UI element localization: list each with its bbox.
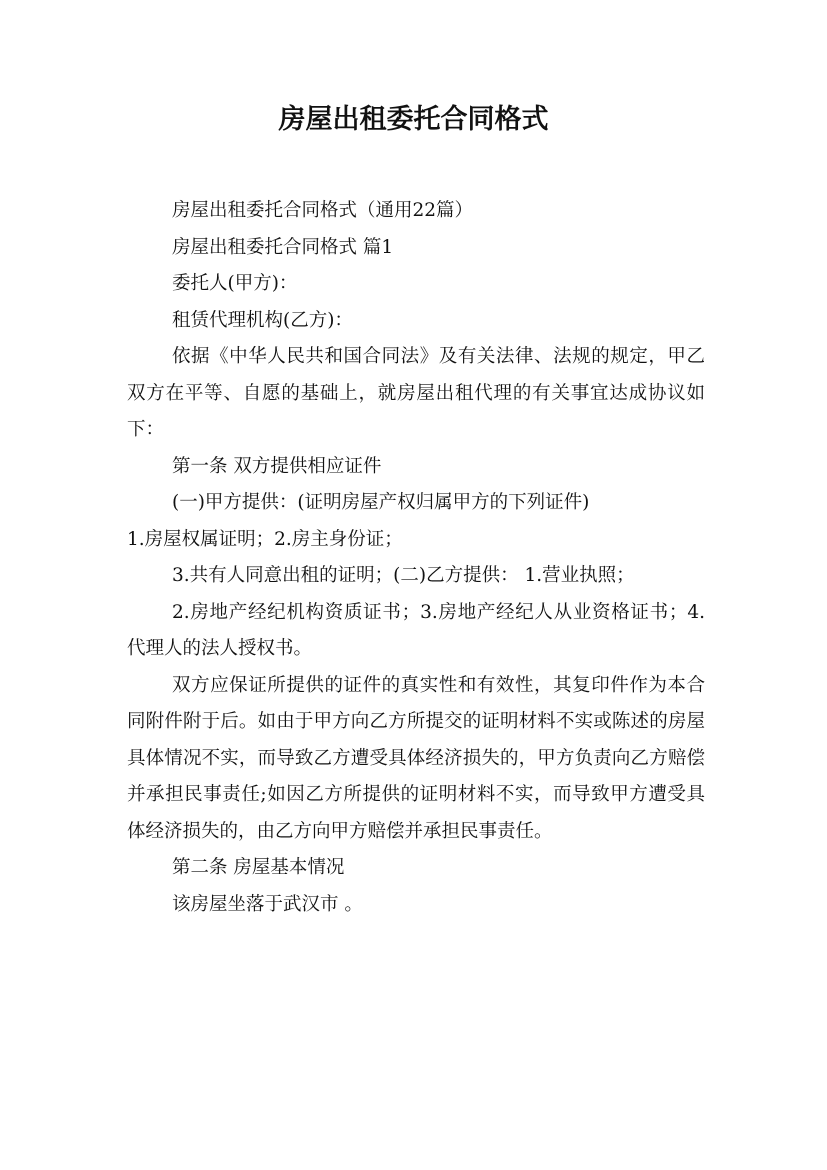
paragraph-party-b: 租赁代理机构(乙方)： [172,309,353,331]
paragraph-part-title: 房屋出租委托合同格式 篇1 [172,236,394,258]
paragraph-party-a: 委托人(甲方)： [172,273,298,294]
paragraph-authenticity-clause: 双方应保证所提供的证件的真实性和有效性，其复印件作为本合同附件附于后。如由于甲方向乙方所提交的证明材料不实或陈述的房屋具体情况不实，而导致乙方遭受具体经济损失的，甲方负责向乙方赔偿并承担民事责任;如因乙方所提供的证明材料不实，而导致甲方遭受具体经济损失的，由乙方向甲方赔偿并承担民事责任。 [127,674,705,842]
paragraph-party-b-documents: 2.房地产经纪机构资质证书；3.房地产经纪人从业资格证书；4.代理人的法人授权书。 [127,601,705,659]
paragraph-article-2-heading: 第二条 房屋基本情况 [172,857,345,878]
paragraph-article-1-heading: 第一条 双方提供相应证件 [172,455,382,477]
paragraph-party-a-provides: (一)甲方提供：(证明房屋产权归属甲方的下列证件) [172,492,590,513]
paragraph-heading-collection: 房屋出租委托合同格式（通用22篇） [172,200,474,221]
document-body [127,193,705,923]
paragraph-party-a-documents: 1.房屋权属证明；2.房主身份证； [127,528,403,550]
paragraph-property-location: 该房屋坐落于武汉市 。 [172,893,363,915]
paragraph-preamble: 依据《中华人民共和国合同法》及有关法律、法规的规定，甲乙双方在平等、自愿的基础上，就房屋出租代理的有关事宜达成协议如下： [127,346,705,440]
document-title: 房屋出租委托合同格式 [278,104,549,135]
paragraph-party-b-provides: 3.共有人同意出租的证明；(二)乙方提供： 1.营业执照； [172,565,635,586]
